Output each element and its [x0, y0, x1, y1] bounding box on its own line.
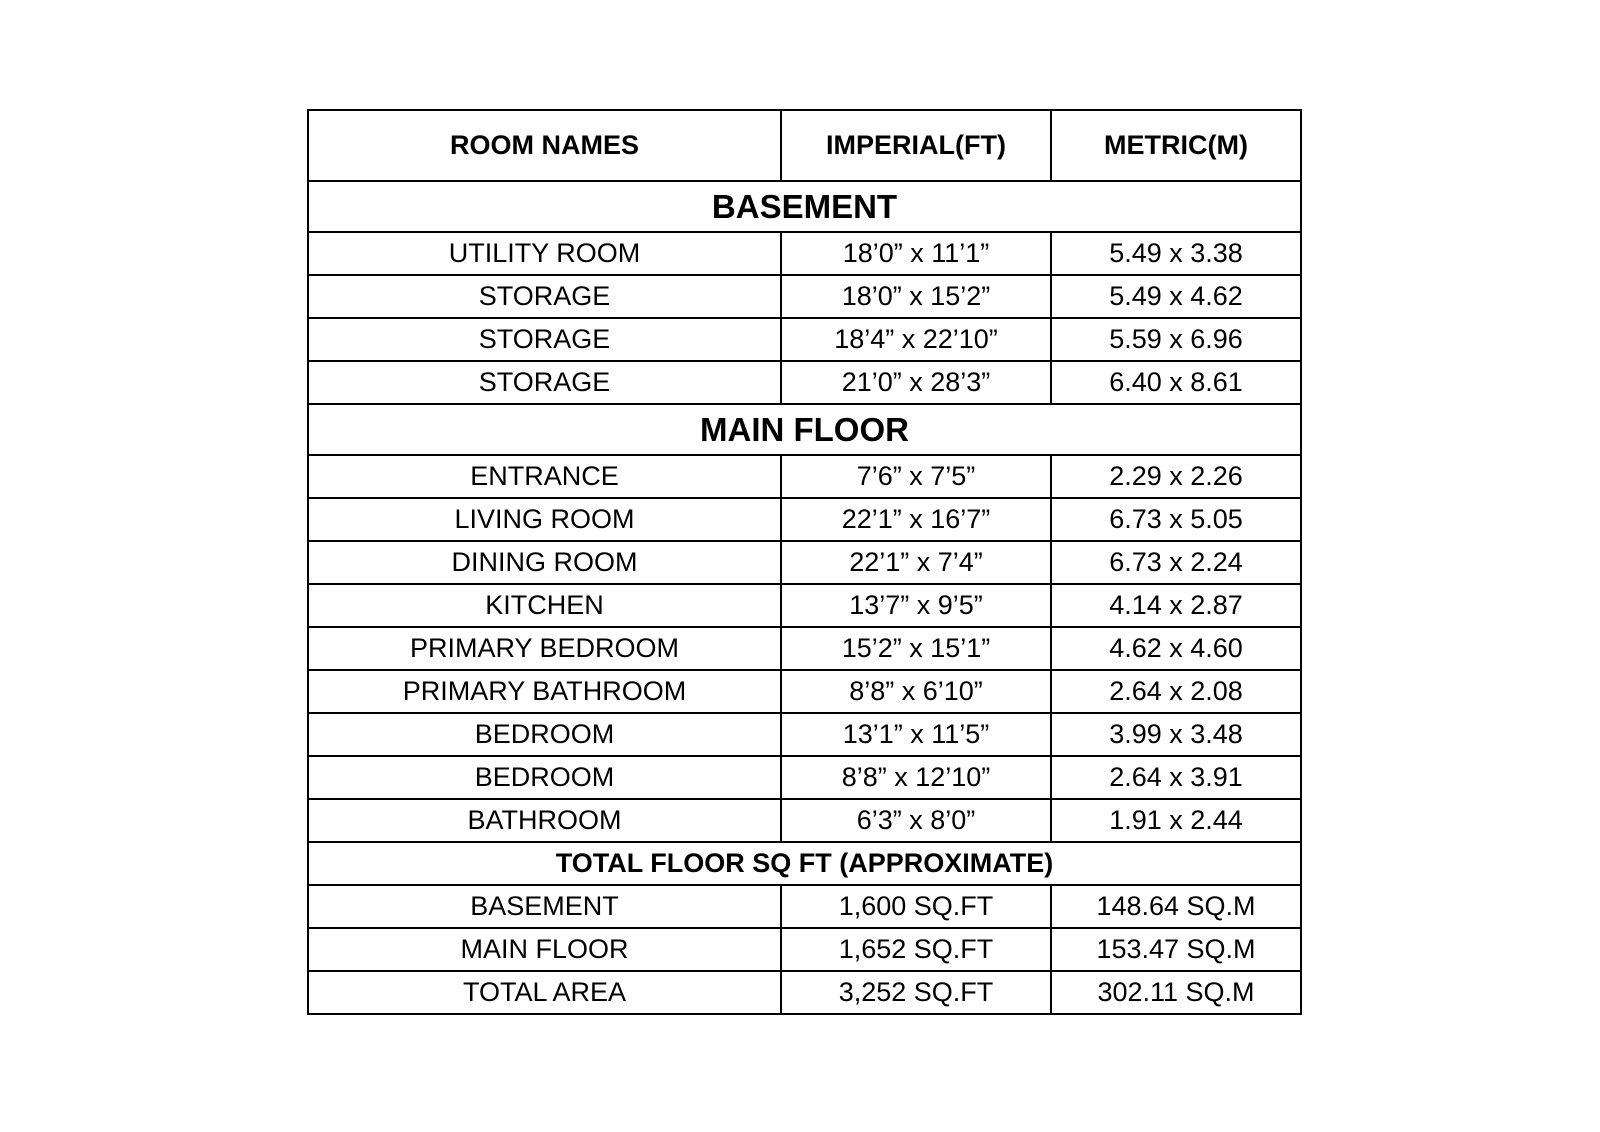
imperial-cell: 15’2” x 15’1” — [781, 627, 1051, 670]
section-row-basement — [308, 181, 1301, 232]
imperial-cell: 18’0” x 15’2” — [781, 275, 1051, 318]
section-title-totals: TOTAL FLOOR SQ FT (APPROXIMATE) — [308, 842, 1301, 885]
table-row — [308, 627, 1301, 670]
imperial-cell: 18’4” x 22’10” — [781, 318, 1051, 361]
table-row — [308, 670, 1301, 713]
metric-cell: 5.49 x 4.62 — [1051, 275, 1301, 318]
header-room-names: ROOM NAMES — [308, 110, 781, 181]
metric-cell: 6.40 x 8.61 — [1051, 361, 1301, 404]
total-name-cell: MAIN FLOOR — [308, 928, 781, 971]
metric-cell: 6.73 x 2.24 — [1051, 541, 1301, 584]
imperial-cell: 7’6” x 7’5” — [781, 455, 1051, 498]
imperial-cell: 6’3” x 8’0” — [781, 799, 1051, 842]
room-name-cell: STORAGE — [308, 361, 781, 404]
room-name-cell: STORAGE — [308, 318, 781, 361]
metric-cell: 3.99 x 3.48 — [1051, 713, 1301, 756]
table-row — [308, 885, 1301, 928]
imperial-cell: 22’1” x 16’7” — [781, 498, 1051, 541]
section-title-main-floor: MAIN FLOOR — [308, 404, 1301, 455]
section-row-totals — [308, 842, 1301, 885]
table-row — [308, 928, 1301, 971]
room-name-cell: BEDROOM — [308, 713, 781, 756]
table-row — [308, 455, 1301, 498]
metric-cell: 2.64 x 2.08 — [1051, 670, 1301, 713]
imperial-cell: 13’7” x 9’5” — [781, 584, 1051, 627]
total-imperial-cell: 3,252 SQ.FT — [781, 971, 1051, 1014]
room-name-cell: PRIMARY BATHROOM — [308, 670, 781, 713]
room-name-cell: PRIMARY BEDROOM — [308, 627, 781, 670]
table-row — [308, 756, 1301, 799]
total-metric-cell: 302.11 SQ.M — [1051, 971, 1301, 1014]
table-row — [308, 498, 1301, 541]
metric-cell: 2.64 x 3.91 — [1051, 756, 1301, 799]
room-name-cell: UTILITY ROOM — [308, 232, 781, 275]
table-row — [308, 584, 1301, 627]
metric-cell: 5.59 x 6.96 — [1051, 318, 1301, 361]
room-name-cell: STORAGE — [308, 275, 781, 318]
table-header-row — [308, 110, 1301, 181]
table-row — [308, 541, 1301, 584]
room-name-cell: BEDROOM — [308, 756, 781, 799]
table-row — [308, 275, 1301, 318]
metric-cell: 6.73 x 5.05 — [1051, 498, 1301, 541]
metric-cell: 4.14 x 2.87 — [1051, 584, 1301, 627]
table-row — [308, 232, 1301, 275]
room-name-cell: DINING ROOM — [308, 541, 781, 584]
metric-cell: 1.91 x 2.44 — [1051, 799, 1301, 842]
room-name-cell: ENTRANCE — [308, 455, 781, 498]
total-name-cell: BASEMENT — [308, 885, 781, 928]
total-imperial-cell: 1,652 SQ.FT — [781, 928, 1051, 971]
imperial-cell: 21’0” x 28’3” — [781, 361, 1051, 404]
total-imperial-cell: 1,600 SQ.FT — [781, 885, 1051, 928]
imperial-cell: 18’0” x 11’1” — [781, 232, 1051, 275]
metric-cell: 2.29 x 2.26 — [1051, 455, 1301, 498]
imperial-cell: 13’1” x 11’5” — [781, 713, 1051, 756]
total-metric-cell: 148.64 SQ.M — [1051, 885, 1301, 928]
section-title-basement: BASEMENT — [308, 181, 1301, 232]
table-row — [308, 713, 1301, 756]
room-dimensions-table — [307, 109, 1302, 1015]
room-name-cell: LIVING ROOM — [308, 498, 781, 541]
table-row — [308, 971, 1301, 1014]
header-imperial: IMPERIAL(FT) — [781, 110, 1051, 181]
metric-cell: 4.62 x 4.60 — [1051, 627, 1301, 670]
table-row — [308, 799, 1301, 842]
table-row — [308, 361, 1301, 404]
imperial-cell: 8’8” x 6’10” — [781, 670, 1051, 713]
room-name-cell: BATHROOM — [308, 799, 781, 842]
metric-cell: 5.49 x 3.38 — [1051, 232, 1301, 275]
total-name-cell: TOTAL AREA — [308, 971, 781, 1014]
total-metric-cell: 153.47 SQ.M — [1051, 928, 1301, 971]
section-row-main-floor — [308, 404, 1301, 455]
header-metric: METRIC(M) — [1051, 110, 1301, 181]
imperial-cell: 8’8” x 12’10” — [781, 756, 1051, 799]
room-name-cell: KITCHEN — [308, 584, 781, 627]
table-row — [308, 318, 1301, 361]
imperial-cell: 22’1” x 7’4” — [781, 541, 1051, 584]
